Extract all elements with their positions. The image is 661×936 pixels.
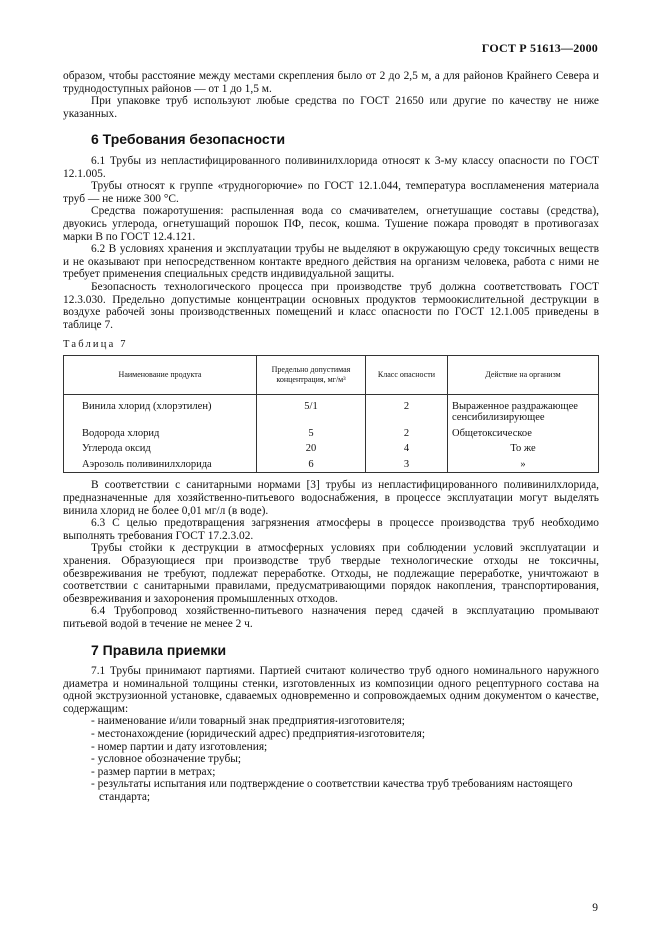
table-row bbox=[64, 426, 599, 442]
document-code-header: ГОСТ Р 51613—2000 bbox=[481, 41, 598, 55]
table-cell-concentration: 6 bbox=[257, 457, 366, 473]
intro-paragraph-2: При упаковке труб используют любые средства по ГОСТ 21650 или другие по качеству не ниже указанных. bbox=[63, 95, 599, 120]
section-6-paragraph-9: 6.4 Трубопровод хозяйственно-питьевого назначения перед сдачей в эксплуатацию промывают питьевой водой в течение не менее 2 ч. bbox=[63, 605, 599, 630]
table-cell-hazard-class: 4 bbox=[366, 441, 448, 457]
list-item: - результаты испытания или подтверждение о соответствии качества труб требованиям настоящего стандарта; bbox=[91, 778, 573, 804]
list-item: - условное обозначение трубы; bbox=[91, 753, 242, 766]
table-cell-effect: Общетоксическое bbox=[448, 426, 599, 442]
quality-document-list bbox=[63, 715, 599, 803]
table-caption: Таблица 7 bbox=[63, 339, 128, 351]
intro-paragraph-1: образом, чтобы расстояние между местами скрепления было от 2 до 2,5 м, а для районов Крайнего Севера и труднодоступных районов — от 1 до 1,5 м. bbox=[63, 70, 599, 95]
table-cell-product: Углерода оксид bbox=[64, 441, 257, 457]
section-6-paragraph-5: Безопасность технологического процесса при производстве труб должна соответствовать ГОСТ 12.3.030. Предельно допустимые концентрации основных продуктов термоокислительной деструкции в воздухе рабочей зоны производственных помещений и класс опасности по ГОСТ 12.1.005 приведены в таблице 7. bbox=[63, 280, 599, 331]
section-6-paragraph-2: Трубы относят к группе «трудногорючие» по ГОСТ 12.1.044, температура воспламенения материала труб — не ниже 300 °С. bbox=[63, 180, 599, 205]
table-cell-product: Водорода хлорид bbox=[64, 426, 257, 442]
table-cell-hazard-class: 2 bbox=[366, 394, 448, 426]
section-7-heading: 7 Правила приемки bbox=[91, 641, 227, 658]
table-cell-product: Аэрозоль поливинилхлорида bbox=[64, 457, 257, 473]
section-6-paragraph-4: 6.2 В условиях хранения и эксплуатации трубы не выделяют в окружающую среду токсичных веществ и не оказывают при непосредственном контакте вредного действия на организм человека, работа с ними не требует применения специальных средств индивидуальной защиты. bbox=[63, 243, 599, 281]
table-cell-concentration: 5 bbox=[257, 426, 366, 442]
section-6-paragraph-1: 6.1 Трубы из непластифицированного поливинилхлорида относят к 3-му классу опасности по ГОСТ 12.1.005. bbox=[63, 154, 599, 180]
table-cell-concentration: 5/1 bbox=[257, 394, 366, 426]
section-6-paragraph-7: 6.3 С целью предотвращения загрязнения атмосферы в процессе производства труб необходимо выполнять требования ГОСТ 17.2.3.02. bbox=[63, 517, 599, 542]
table-header-row bbox=[64, 355, 599, 394]
table-cell-effect: Выраженное раздражающее сенсибилизирующее bbox=[448, 394, 599, 426]
section-6-paragraph-3: Средства пожаротушения: распыленная вода со смачивателем, огнетушащие составы (средства), двуокись углерода, огнетушащий порошок ПФ, песок, кошма. Тушение пожара проводят в противогазах марки В по ГОСТ 12.4.121. bbox=[63, 205, 599, 243]
table-header-cell: Действие на организм bbox=[448, 355, 599, 394]
list-item: - номер партии и дату изготовления; bbox=[91, 740, 268, 753]
page-number: 9 bbox=[592, 902, 598, 914]
table-header-cell: Наименование продукта bbox=[64, 355, 257, 394]
list-item: - местонахождение (юридический адрес) предприятия-изготовителя; bbox=[91, 728, 426, 741]
table-cell-hazard-class: 2 bbox=[366, 426, 448, 442]
table-row bbox=[64, 394, 599, 426]
table-cell-effect: » bbox=[448, 457, 599, 473]
table-7 bbox=[63, 355, 599, 474]
table-cell-concentration: 20 bbox=[257, 441, 366, 457]
table-header-cell: Предельно допустимая концентрация, мг/м³ bbox=[257, 355, 366, 394]
page-content bbox=[63, 70, 599, 804]
section-6-paragraph-6: В соответствии с санитарными нормами [3] трубы из непластифицированного поливинилхлорида, предназначенные для хозяйственно-питьевого водоснабжения, в процессе эксплуатации могут выделять винила хлорид не более 0,01 мг/л (в воде). bbox=[63, 479, 599, 517]
table-row bbox=[64, 441, 599, 457]
table-cell-effect: То же bbox=[448, 441, 599, 457]
list-item: - размер партии в метрах; bbox=[91, 765, 216, 778]
table-row bbox=[64, 457, 599, 473]
table-cell-product: Винила хлорид (хлорэтилен) bbox=[64, 394, 257, 426]
section-7-paragraph-1: 7.1 Трубы принимают партиями. Партией считают количество труб одного номинального наружного диаметра и номинальной толщины стенки, изготовленных из композиции одного рецептурного состава на одной экструзионной установке, сдаваемых одновременно и сопровождаемых одним документом о качестве, содержащим: bbox=[63, 665, 599, 715]
table-header-cell: Класс опасности bbox=[366, 355, 448, 394]
table-cell-hazard-class: 3 bbox=[366, 457, 448, 473]
section-6-paragraph-8: Трубы стойки к деструкции в атмосферных условиях при соблюдении условий эксплуатации и хранения. Образующиеся при производстве труб твердые технологические отходы не токсичны, обезвреживания не требуют, подлежат переработке. Отходы, не подлежащие переработке, уничтожают в соответствии с санитарными правилами, предусматривающими порядок накопления, транспортирования, обезвреживания и захоронения промышленных отходов. bbox=[63, 542, 599, 605]
section-6-heading: 6 Требования безопасности bbox=[91, 131, 286, 148]
list-item: - наименование и/или товарный знак предприятия-изготовителя; bbox=[91, 715, 405, 728]
